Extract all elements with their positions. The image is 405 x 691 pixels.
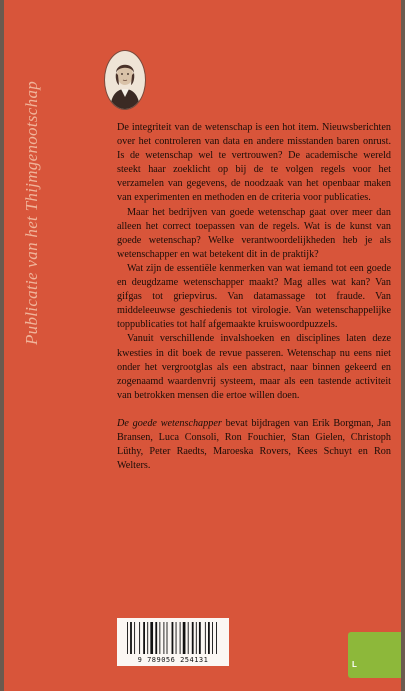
isbn-barcode [117, 618, 229, 666]
blurb-paragraph-3: Wat zijn de essentiële kenmerken van wat iemand tot een goede en deugdzame wetenschapper maakt? Mag alles wat kan? Van gifgas tot griepvirus. Van datamassage tot fraude. Van middeleeuwse geschiedenis tot virologie. Van wetenschappelijke toppublicaties tot half afgemaakte kruiswoordpuzzels. [117, 262, 391, 331]
book-title: De goede wetenschapper [117, 417, 222, 429]
sticker-label: L [352, 660, 357, 669]
blurb [117, 121, 391, 473]
contributors-text: bevat bijdragen van Erik Borgman, Jan Bransen, Luca Consoli, Ron Fouchier, Stan Gielen, Christoph Lüthy, Peter Raedts, Maroeska Rovers, Kees Schuyt en Ron Welters. [117, 417, 391, 472]
contributors-paragraph [117, 417, 391, 473]
blurb-paragraph-1: De integriteit van de wetenschap is een hot item. Nieuwsberichten over het controleren van data en andere misstanden baren onrust. Is de wetenschap wel te vertrouwen? De academische wereld steekt haar zoeklicht op bij de te volgen regels voor het verzamelen van gegevens, de noodzaak van het openbaar maken van experimenten en methoden en de criteria voor publicaties. [117, 122, 391, 204]
blurb-paragraph-4: Vanuit verschillende invalshoeken en disciplines laten deze kwesties in dit boek de revue passeren. Wetenschap nu eens niet onder het vergrootglas als een abstract, naar binnen gekeerd en zogenaamd waardenvrij systeem, maar als een tastende activiteit van betrokken mensen die ertoe willen doen. [117, 333, 391, 401]
blurb-paragraph-2: Maar het bedrijven van goede wetenschap gaat over meer dan alleen het correct toepassen van de regels. Wat is de kunst van goede wetenschap? Welke verantwoordelijkheden heb je als wetenschapper en wat betekent dit in de praktijk? [117, 206, 391, 260]
series-title: Publicatie van het Thijmgenootschap [22, 80, 41, 345]
book-back-cover [4, 0, 401, 691]
price-sticker [348, 632, 401, 678]
isbn-number: 9 789056 254131 [137, 656, 209, 664]
barcode-bars [125, 622, 221, 654]
portrait-engraving-icon [104, 50, 146, 110]
